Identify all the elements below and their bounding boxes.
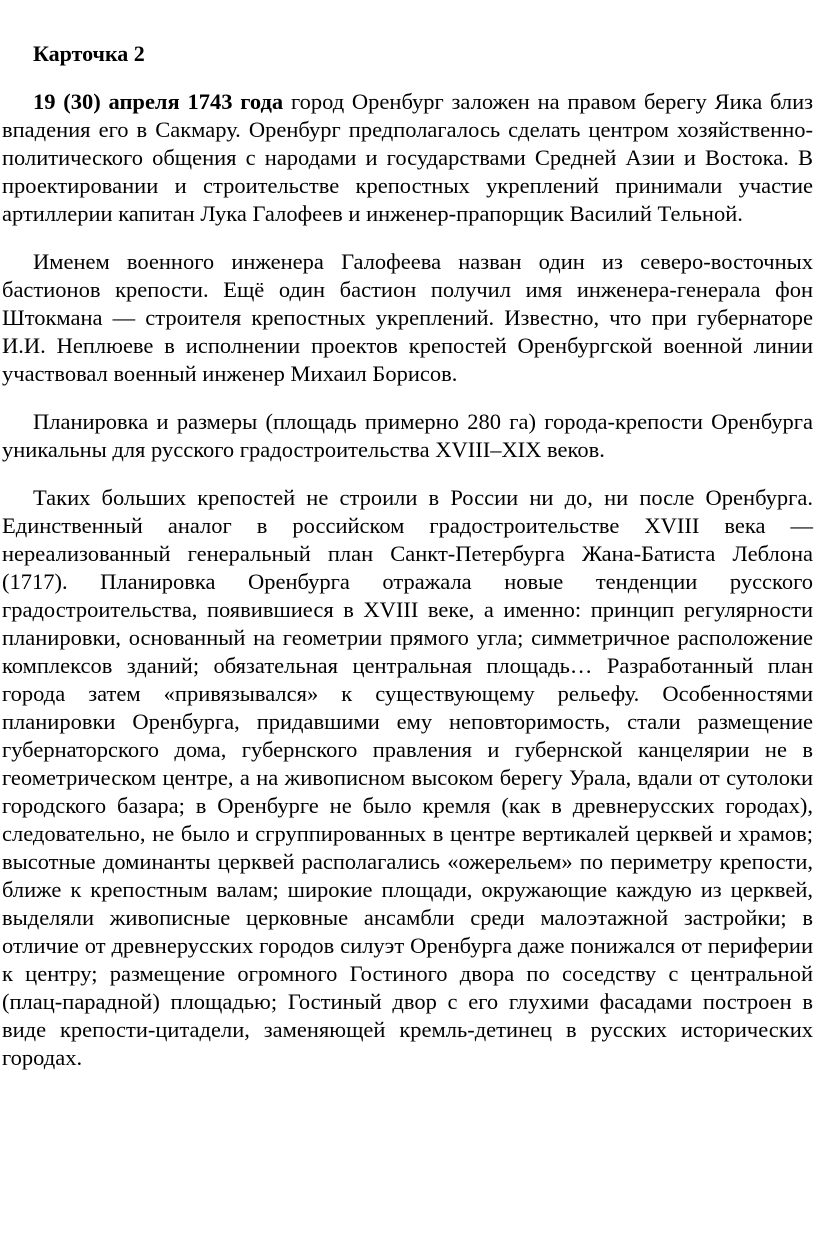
- paragraph-features: Таких больших крепостей не строили в России ни до, ни после Оренбурга. Единственный аналог в российском градостроительстве XVIII века — нереализованный генеральный план Санкт-Петербурга Жана-Батиста Леблона (1717). Планировка Оренбурга отражала новые тенденции русского градостроительства, появившиеся в XVIII веке, а именно: принцип регулярности планировки, основанный на геометрии прямого угла; симметричное расположение комплексов зданий; обязательная центральная площадь… Разработанный план города затем «привязывался» к существующему рельефу. Особенностями планировки Оренбурга, придавшими ему неповторимость, стали размещение губернаторского дома, губернского правления и губернской канцелярии не в геометрическом центре, а на живописном высоком берегу Урала, вдали от сутолоки городского базара; в Оренбурге не было кремля (как в древнерусских городах), следовательно, не было и сгруппированных в центре вертикалей церквей и храмов; высотные доминанты церквей располагались «ожерельем» по периметру крепости, ближе к крепостным валам; широкие площади, окружающие каждую из церквей, выделяли живописные церковные ансамбли среди малоэтажной застройки; в отличие от древнерусских городов силуэт Оренбурга даже понижался от периферии к центру; размещение огромного Гостиного двора по соседству с центральной (плац-парадной) площадью; Гостиный двор с его глухими фасадами построен в виде крепости-цитадели, заменяющей кремль-детинец в русских исторических городах.: [2, 485, 813, 1070]
- founding-date: 19 (30) апреля 1743 года: [33, 89, 284, 114]
- founding-text: город Оренбург заложен на правом берегу Яика близ впадения его в Сакмару. Оренбург предполагалось сделать центром хозяйственно-политического общения с народами и государствами Средней Азии и Востока. В проектировании и строительстве крепостных укреплений принимали участие артиллерии капитан Лука Галофеев и инженер-прапорщик Василий Тельной.: [2, 89, 813, 226]
- paragraph-founding: [2, 88, 813, 228]
- paragraph-planning: Планировка и размеры (площадь примерно 280 га) города-крепости Оренбурга уникальны для русского градостроительства XVIII–XIX веков.: [2, 409, 813, 462]
- card-title: Карточка 2: [33, 41, 145, 66]
- paragraph-engineers: Именем военного инженера Галофеева назван один из северо-восточных бастионов крепости. Ещё один бастион получил имя инженера-генерала фон Штокмана — строителя крепостных укреплений. Известно, что при губернаторе И.И. Неплюеве в исполнении проектов крепостей Оренбургской военной линии участвовал военный инженер Михаил Борисов.: [2, 249, 813, 386]
